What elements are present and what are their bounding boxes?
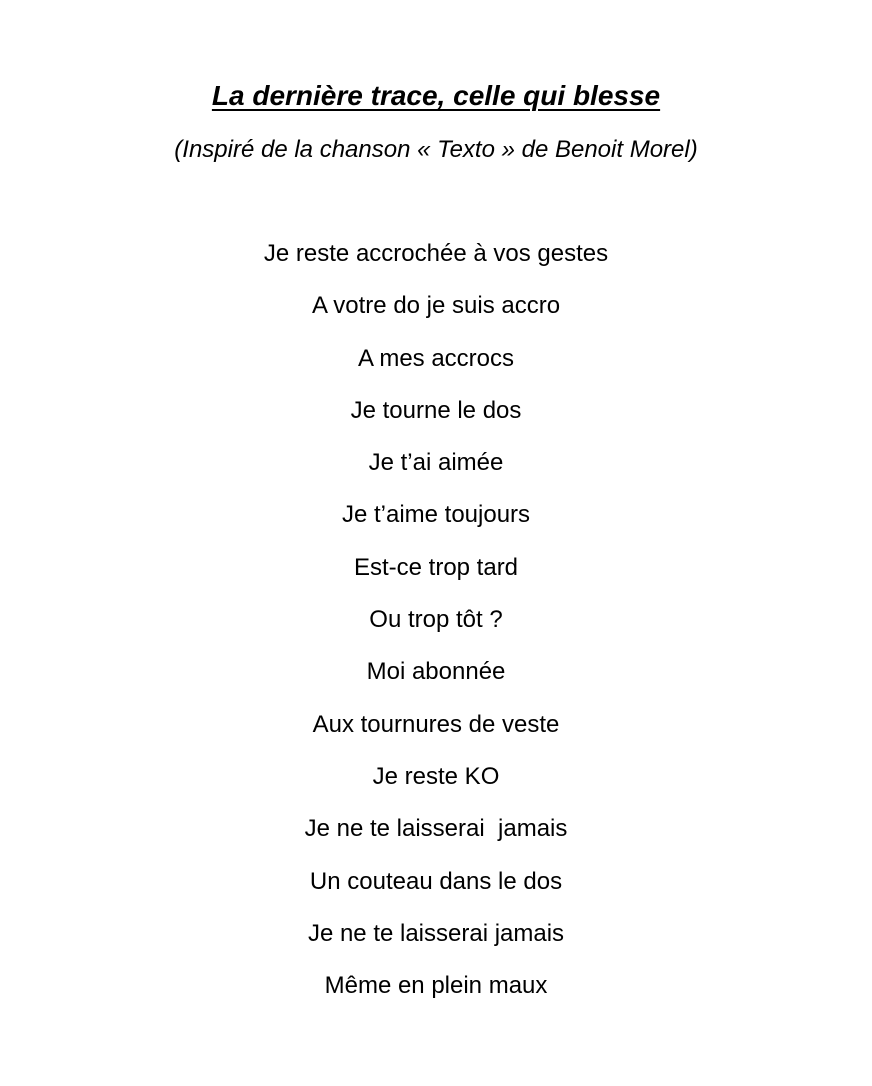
poem-title: La dernière trace, celle qui blesse	[211, 80, 661, 111]
verse-line: Je t’ai aimée	[368, 449, 504, 477]
poem-verses	[0, 238, 872, 1022]
verse-line: A mes accrocs	[357, 344, 515, 372]
verse-line: Moi abonnée	[366, 658, 506, 686]
verse-line: Je tourne le dos	[350, 396, 522, 424]
poem-subtitle: (Inspiré de la chanson « Texto » de Benoit Morel)	[174, 136, 698, 163]
verse-line: Même en plein maux	[324, 972, 548, 1000]
verse-line: Je ne te laisserai jamais	[304, 815, 568, 843]
verse-line: Je reste accrochée à vos gestes	[263, 240, 609, 267]
verse-line: Je reste KO	[372, 762, 500, 790]
verse-line: A votre do je suis accro	[311, 292, 561, 320]
verse-line: Un couteau dans le dos	[309, 867, 563, 895]
verse-line: Je ne te laisserai jamais	[307, 919, 565, 947]
verse-line: Aux tournures de veste	[312, 710, 560, 738]
verse-line: Est-ce trop tard	[353, 553, 519, 581]
verse-line: Ou trop tôt ?	[369, 606, 503, 634]
verse-line: Je t’aime toujours	[341, 501, 531, 529]
